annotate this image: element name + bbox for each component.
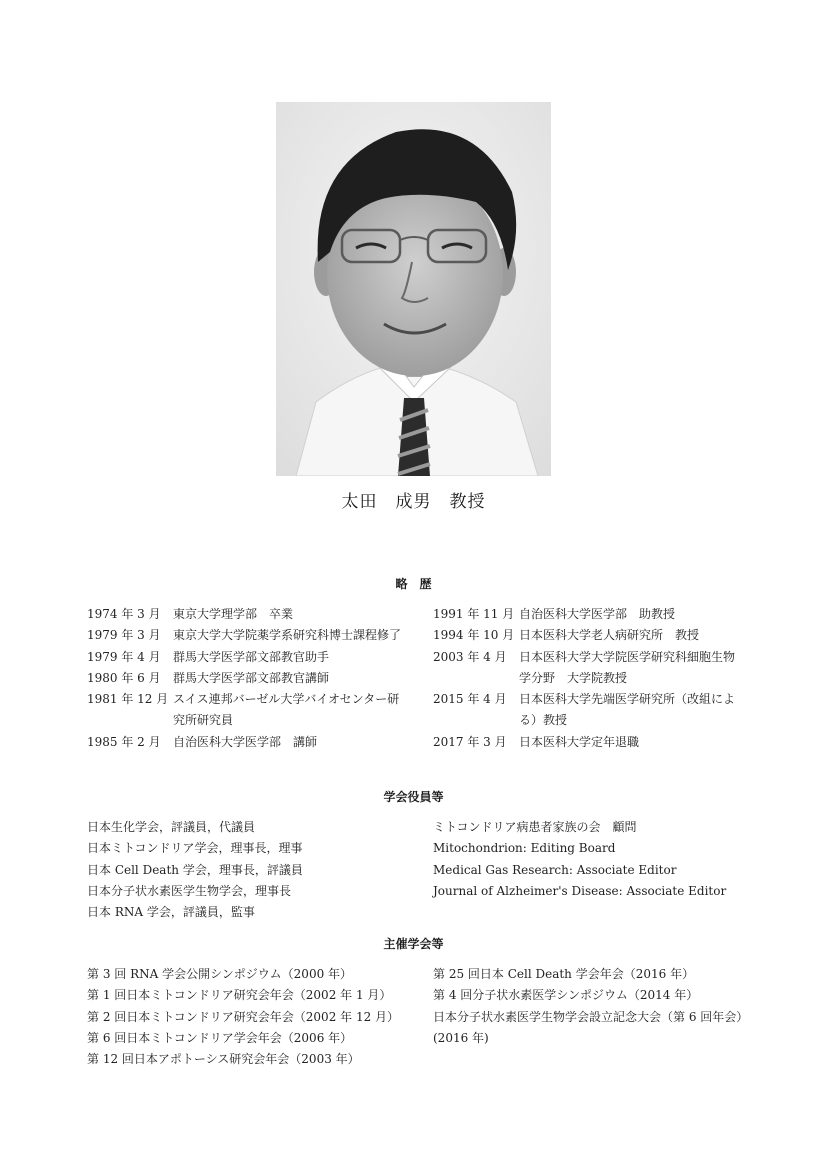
history-desc: スイス連邦バーゼル大学バイオセンター研究所研究員 [173,692,400,728]
meetings-section-title: 主催学会等 [383,937,444,951]
history-date: 1974 年 3 月 [87,607,161,621]
history-date: 1981 年 12 月 [87,692,169,707]
meeting-item: 第 6 回日本ミトコンドリア学会年会（2006 年） [87,1030,353,1045]
meeting-item: 第 4 回分子状水素医学シンポジウム（2014 年） [433,988,699,1003]
history-item [433,604,743,625]
history-date: 1991 年 11 月 [433,607,515,621]
portrait-illustration [276,102,551,476]
society-role: 日本ミトコンドリア学会，理事長，理事 [87,841,303,856]
history-date: 1979 年 3 月 [87,628,161,643]
history-desc: 群馬大学医学部文部教官講師 [173,670,330,685]
history-date: 2017 年 3 月 [433,734,507,749]
history-date: 1985 年 2 月 [87,734,161,749]
history-item [433,689,743,732]
meeting-item: 第 25 回日本 Cell Death 学会年会（2016 年） [433,967,695,981]
history-item [433,732,743,753]
history-desc: 自治医科大学医学部 助教授 [519,607,676,621]
history-section-title: 略 歴 [395,577,432,591]
meeting-item: 第 2 回日本ミトコンドリア研究会年会（2002 年 12 月） [87,1009,400,1024]
history-date: 2003 年 4 月 [433,649,507,664]
meeting-item: 第 1 回日本ミトコンドリア研究会年会（2002 年 1 月） [87,988,392,1003]
meeting-item: 日本分子状水素医学生物学会設立記念大会（第 6 回年会）(2016 年) [433,1009,743,1045]
history-desc: 日本医科大学老人病研究所 教授 [519,628,700,643]
history-item [433,625,743,646]
society-role: Mitochondrion: Editing Board [433,841,616,856]
society-role: 日本 RNA 学会，評議員，監事 [87,905,255,920]
history-desc: 日本医科大学定年退職 [519,734,640,749]
meetings-right-column [433,964,745,1049]
history-desc: 群馬大学医学部文部教官助手 [173,649,330,664]
history-item [87,668,407,689]
societies-section-title: 学会役員等 [383,790,444,804]
history-item [87,732,407,753]
history-item [433,647,743,690]
societies-right-column [433,817,753,902]
society-role: Medical Gas Research: Associate Editor [433,862,677,877]
history-right-column [433,604,743,753]
portrait-photo [276,102,551,476]
societies-left-column [87,817,417,923]
history-date: 1994 年 10 月 [433,628,515,643]
history-item [87,604,407,625]
history-desc: 日本医科大学大学院医学研究科細胞生物学分野 大学院教授 [519,649,736,685]
meetings-left-column [87,964,422,1070]
society-role: Journal of Alzheimer's Disease: Associate Editor [433,883,727,898]
history-desc: 日本医科大学先端医学研究所（改組による）教授 [519,692,736,728]
professor-name: 太田 成男 教授 [341,492,486,512]
history-desc: 東京大学理学部 卒業 [173,607,294,621]
history-date: 1979 年 4 月 [87,649,161,664]
history-date: 1980 年 6 月 [87,670,161,685]
history-left-column [87,604,407,753]
history-item [87,625,407,646]
history-item [87,647,407,668]
history-desc: 東京大学大学院薬学系研究科博士課程修了 [173,628,402,643]
society-role: 日本分子状水素医学生物学会，理事長 [87,883,292,898]
history-item [87,689,407,732]
society-role: ミトコンドリア病患者家族の会 顧問 [433,820,637,834]
society-role: 日本生化学会，評議員，代議員 [87,820,256,834]
history-date: 2015 年 4 月 [433,692,507,707]
meeting-item: 第 3 回 RNA 学会公開シンポジウム（2000 年） [87,967,353,981]
meeting-item: 第 12 回日本アポトーシス研究会年会（2003 年） [87,1052,360,1067]
society-role: 日本 Cell Death 学会，理事長，評議員 [87,862,303,877]
history-desc: 自治医科大学医学部 講師 [173,734,318,749]
